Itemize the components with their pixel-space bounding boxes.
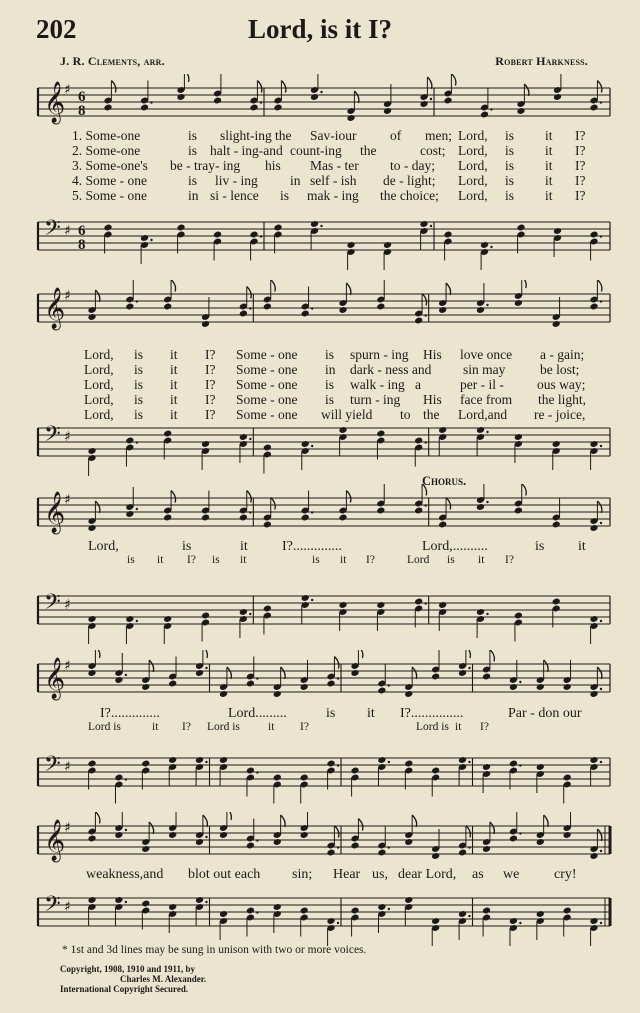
lyric-syllable: is bbox=[134, 377, 144, 392]
lyric-syllable: walk - ing bbox=[350, 377, 405, 392]
lyric-syllable: it bbox=[455, 721, 462, 733]
lyric-syllable: is bbox=[447, 554, 455, 566]
system4-bass-staff bbox=[34, 744, 612, 806]
sharp-key-signature-icon: ♯ bbox=[64, 820, 71, 836]
lyric-syllable: 2. Some-one bbox=[72, 143, 141, 158]
lyric-syllable: is bbox=[127, 554, 135, 566]
note-heads bbox=[87, 756, 602, 803]
lyric-syllable: Hear bbox=[333, 867, 361, 882]
note-heads bbox=[87, 812, 602, 860]
staff-lines bbox=[38, 826, 610, 854]
lyric-syllable: of bbox=[390, 128, 402, 143]
treble-clef-icon: 𝄞 bbox=[44, 492, 66, 533]
system2-treble-staff bbox=[34, 280, 612, 342]
hymn-number: 202 bbox=[36, 14, 77, 44]
lyric-syllable: Lord......... bbox=[228, 706, 287, 721]
lyric-syllable: dear Lord, bbox=[398, 867, 457, 882]
lyric-syllable: is bbox=[188, 173, 198, 188]
copyright-line-2: Charles M. Alexander. bbox=[120, 974, 207, 984]
lyric-syllable: Lord is bbox=[207, 721, 240, 733]
lyric-syllable: it bbox=[240, 554, 247, 566]
lyric-syllable: mak - ing bbox=[307, 188, 359, 203]
lyric-syllable: His bbox=[423, 347, 442, 362]
lyric-syllable: is bbox=[188, 143, 198, 158]
note-heads bbox=[87, 594, 602, 644]
lyric-syllable: liv - ing bbox=[215, 173, 258, 188]
staff-lines bbox=[38, 596, 610, 624]
lyric-syllable: I? bbox=[575, 158, 586, 173]
lyric-syllable: love once bbox=[460, 347, 513, 362]
lyric-syllable: it bbox=[578, 539, 586, 554]
sharp-key-signature-icon: ♯ bbox=[64, 288, 71, 304]
lyric-syllable: Lord, bbox=[458, 143, 488, 158]
lyric-syllable: I? bbox=[182, 721, 191, 733]
lyric-syllable: is bbox=[535, 539, 545, 554]
lyric-syllable: Lord, bbox=[84, 362, 114, 377]
lyric-syllable: Lord,.......... bbox=[422, 539, 488, 554]
lyric-syllable: it bbox=[545, 143, 553, 158]
system2-bass-staff bbox=[34, 414, 612, 476]
copyright-line-3: International Copyright Secured. bbox=[60, 984, 189, 994]
lyric-syllable: it bbox=[545, 173, 553, 188]
lyric-syllable: I? bbox=[575, 143, 586, 158]
lyric-syllable: I? bbox=[205, 362, 216, 377]
lyric-syllable: to bbox=[400, 407, 411, 422]
system1-treble-staff bbox=[34, 74, 612, 136]
copyright-line-1: Copyright, 1908, 1910 and 1911, by bbox=[60, 964, 196, 974]
lyric-syllable: it bbox=[545, 158, 553, 173]
lyric-syllable: Lord, bbox=[84, 377, 114, 392]
note-heads bbox=[87, 650, 602, 698]
lyric-syllable: the light, bbox=[538, 392, 586, 407]
lyric-syllable: in bbox=[325, 362, 336, 377]
note-heads bbox=[103, 220, 602, 270]
lyric-syllable: self - ish bbox=[310, 173, 357, 188]
sharp-key-signature-icon: ♯ bbox=[64, 759, 71, 775]
sharp-key-signature-icon: ♯ bbox=[64, 899, 71, 915]
lyric-syllable: is bbox=[134, 362, 144, 377]
lyric-syllable: the bbox=[275, 128, 292, 143]
system3-bass-staff bbox=[34, 582, 612, 644]
lyric-syllable: his bbox=[265, 158, 281, 173]
lyric-syllable: Lord bbox=[407, 554, 430, 566]
lyric-syllable: Lord, bbox=[84, 407, 114, 422]
lyric-syllable: a bbox=[415, 377, 421, 392]
lyric-syllable: it bbox=[170, 362, 178, 377]
lyric-syllable: I? bbox=[300, 721, 309, 733]
bass-clef-icon: 𝄢 bbox=[44, 752, 61, 782]
lyric-syllable: is bbox=[325, 347, 335, 362]
composer-credit: Robert Harkness. bbox=[495, 54, 588, 68]
lyric-syllable: will yield bbox=[321, 407, 373, 422]
lyric-syllable: I?............... bbox=[400, 706, 464, 721]
sharp-key-signature-icon: ♯ bbox=[64, 658, 71, 674]
lyric-syllable: Sav-iour bbox=[310, 128, 357, 143]
lyric-syllable: turn - ing bbox=[350, 392, 401, 407]
footnote: * 1st and 3d lines may be sung in unison with two or more voices. bbox=[62, 944, 367, 956]
copyright-notice bbox=[60, 964, 206, 994]
lyric-syllable: I? bbox=[187, 554, 196, 566]
bass-clef-icon: 𝄢 bbox=[44, 216, 61, 246]
lyric-syllable: it bbox=[170, 407, 178, 422]
lyric-syllable: is bbox=[182, 539, 192, 554]
lyric-syllable: sin; bbox=[292, 867, 313, 882]
lyricist-credit: J. R. Clements, arr. bbox=[60, 54, 165, 68]
lyric-syllable: is bbox=[134, 407, 144, 422]
lyric-syllable: the choice; bbox=[380, 188, 439, 203]
lyric-syllable: blot out each bbox=[188, 867, 261, 882]
staff-lines bbox=[38, 498, 610, 526]
lyric-syllable: it bbox=[545, 188, 553, 203]
bass-clef-icon: 𝄢 bbox=[44, 590, 61, 620]
system5-bass-staff bbox=[34, 884, 612, 946]
time-signature-bottom: 8 bbox=[78, 103, 86, 119]
sharp-key-signature-icon: ♯ bbox=[64, 223, 71, 239]
lyric-syllable: Lord, bbox=[458, 128, 488, 143]
lyric-syllable: I? bbox=[575, 188, 586, 203]
lyric-syllable: Lord, bbox=[458, 158, 488, 173]
lyric-syllable: Lord, bbox=[458, 173, 488, 188]
bass-clef-icon: 𝄢 bbox=[44, 422, 61, 452]
lyric-syllable: sin may bbox=[463, 362, 506, 377]
system1-bass-staff bbox=[34, 208, 612, 270]
staff-lines bbox=[38, 664, 610, 692]
lyric-syllable: it bbox=[170, 392, 178, 407]
lyric-syllable: 4. Some - one bbox=[72, 173, 147, 188]
time-signature-bottom: 8 bbox=[78, 237, 86, 253]
time-signature-top: 6 bbox=[78, 89, 86, 105]
lyric-syllable: is bbox=[312, 554, 320, 566]
chorus-label: Chorus. bbox=[422, 474, 467, 488]
note-heads bbox=[87, 484, 602, 532]
lyric-syllable: it bbox=[367, 706, 375, 721]
lyric-syllable: Some - one bbox=[236, 362, 298, 377]
lyric-syllable: dark - ness and bbox=[350, 362, 432, 377]
lyric-syllable: in bbox=[188, 188, 199, 203]
lyric-syllable: to - day; bbox=[390, 158, 435, 173]
lyric-syllable: I?.............. bbox=[282, 539, 342, 554]
lyric-syllable: Some - one bbox=[236, 347, 298, 362]
lyric-syllable: be - tray- ing bbox=[170, 158, 241, 173]
lyric-syllable: is bbox=[505, 143, 515, 158]
lyric-syllable: slight-ing bbox=[220, 128, 272, 143]
note-heads bbox=[87, 426, 602, 476]
lyric-syllable: is bbox=[280, 188, 290, 203]
lyric-syllable: it bbox=[170, 377, 178, 392]
sharp-key-signature-icon: ♯ bbox=[64, 492, 71, 508]
lyric-syllable: it bbox=[268, 721, 275, 733]
lyric-syllable: it bbox=[478, 554, 485, 566]
lyric-syllable: Lord, bbox=[84, 392, 114, 407]
lyric-syllable: count-ing bbox=[290, 143, 342, 158]
treble-clef-icon: 𝄞 bbox=[44, 820, 66, 861]
lyric-syllable: halt - ing-and bbox=[210, 143, 283, 158]
sharp-key-signature-icon: ♯ bbox=[64, 82, 71, 98]
lyric-syllable: a - gain; bbox=[540, 347, 585, 362]
lyric-syllable: it bbox=[152, 721, 159, 733]
lyric-syllable: Lord, bbox=[458, 188, 488, 203]
lyric-syllable: Lord is bbox=[416, 721, 449, 733]
lyric-syllable: I? bbox=[205, 377, 216, 392]
lyric-syllable: 1. Some-one bbox=[72, 128, 141, 143]
lyric-syllable: is bbox=[326, 706, 336, 721]
lyric-syllable: I?.............. bbox=[100, 706, 160, 721]
lyric-syllable: 3. Some-one's bbox=[72, 158, 148, 173]
lyric-syllable: spurn - ing bbox=[350, 347, 409, 362]
lyric-syllable: face from bbox=[460, 392, 513, 407]
system4-treble-staff bbox=[34, 650, 612, 712]
lyric-syllable: we bbox=[503, 867, 520, 882]
lyric-syllable: is bbox=[505, 188, 515, 203]
staff-lines bbox=[38, 428, 610, 456]
lyric-syllable: si - lence bbox=[210, 188, 259, 203]
lyric-syllable: per - il - bbox=[460, 377, 504, 392]
hymn-title: Lord, is it I? bbox=[247, 14, 393, 44]
lyric-syllable: I? bbox=[205, 392, 216, 407]
lyric-syllable: de - light; bbox=[383, 173, 436, 188]
note-heads bbox=[103, 74, 602, 122]
sharp-key-signature-icon: ♯ bbox=[64, 597, 71, 613]
lyric-syllable: I? bbox=[205, 407, 216, 422]
lyric-syllable: Lord,and bbox=[458, 407, 508, 422]
lyric-syllable: Lord is bbox=[88, 721, 121, 733]
lyric-syllable: ous way; bbox=[537, 377, 586, 392]
lyric-syllable: be lost; bbox=[540, 362, 580, 377]
lyric-syllable: men; bbox=[425, 128, 452, 143]
lyric-syllable: it bbox=[545, 128, 553, 143]
staff-lines bbox=[38, 758, 610, 786]
lyric-syllable: Some - one bbox=[236, 377, 298, 392]
bass-clef-icon: 𝄢 bbox=[44, 892, 61, 922]
lyric-syllable: I? bbox=[205, 347, 216, 362]
lyric-syllable: Par - don our bbox=[508, 706, 582, 721]
lyric-syllable: I? bbox=[505, 554, 514, 566]
lyric-syllable: the bbox=[423, 407, 440, 422]
lyric-syllable: the bbox=[360, 143, 377, 158]
lyric-syllable: is bbox=[134, 347, 144, 362]
sharp-key-signature-icon: ♯ bbox=[64, 429, 71, 445]
lyric-syllable: it bbox=[170, 347, 178, 362]
system5-treble-staff bbox=[34, 812, 612, 874]
note-heads bbox=[87, 280, 602, 328]
treble-clef-icon: 𝄞 bbox=[44, 288, 66, 329]
lyric-syllable: cost; bbox=[420, 143, 446, 158]
staff-lines bbox=[38, 294, 610, 322]
lyric-syllable: I? bbox=[480, 721, 489, 733]
system3-treble-staff bbox=[34, 484, 612, 546]
lyric-syllable: is bbox=[188, 128, 198, 143]
lyric-syllable: is bbox=[134, 392, 144, 407]
lyric-syllable: Lord, bbox=[84, 347, 114, 362]
lyric-syllable: Mas - ter bbox=[310, 158, 359, 173]
lyric-syllable: is bbox=[325, 377, 335, 392]
lyric-syllable: I? bbox=[575, 173, 586, 188]
treble-clef-icon: 𝄞 bbox=[44, 658, 66, 699]
lyric-syllable: cry! bbox=[554, 867, 577, 882]
lyric-syllable: is bbox=[505, 158, 515, 173]
lyric-syllable: re - joice, bbox=[534, 407, 586, 422]
lyric-syllable: Lord, bbox=[88, 539, 119, 554]
lyric-syllable: it bbox=[340, 554, 347, 566]
lyric-syllable: in bbox=[290, 173, 301, 188]
lyric-syllable: as bbox=[472, 867, 484, 882]
lyric-syllable: is bbox=[505, 173, 515, 188]
note-heads bbox=[87, 896, 602, 946]
lyric-syllable: Some - one bbox=[236, 392, 298, 407]
lyric-syllable: weakness,and bbox=[86, 867, 164, 882]
lyric-syllable: us, bbox=[372, 867, 388, 882]
time-signature-top: 6 bbox=[78, 223, 86, 239]
lyric-syllable: I? bbox=[575, 128, 586, 143]
lyric-syllable: Some - one bbox=[236, 407, 298, 422]
lyric-syllable: it bbox=[240, 539, 248, 554]
lyric-syllable: I? bbox=[366, 554, 375, 566]
lyric-syllable: His bbox=[423, 392, 442, 407]
lyric-syllable: is bbox=[212, 554, 220, 566]
lyric-syllable: is bbox=[505, 128, 515, 143]
lyric-syllable: it bbox=[157, 554, 164, 566]
lyric-syllable: 5. Some - one bbox=[72, 188, 147, 203]
treble-clef-icon: 𝄞 bbox=[44, 82, 66, 123]
staff-lines bbox=[38, 898, 610, 926]
lyric-syllable: is bbox=[325, 392, 335, 407]
